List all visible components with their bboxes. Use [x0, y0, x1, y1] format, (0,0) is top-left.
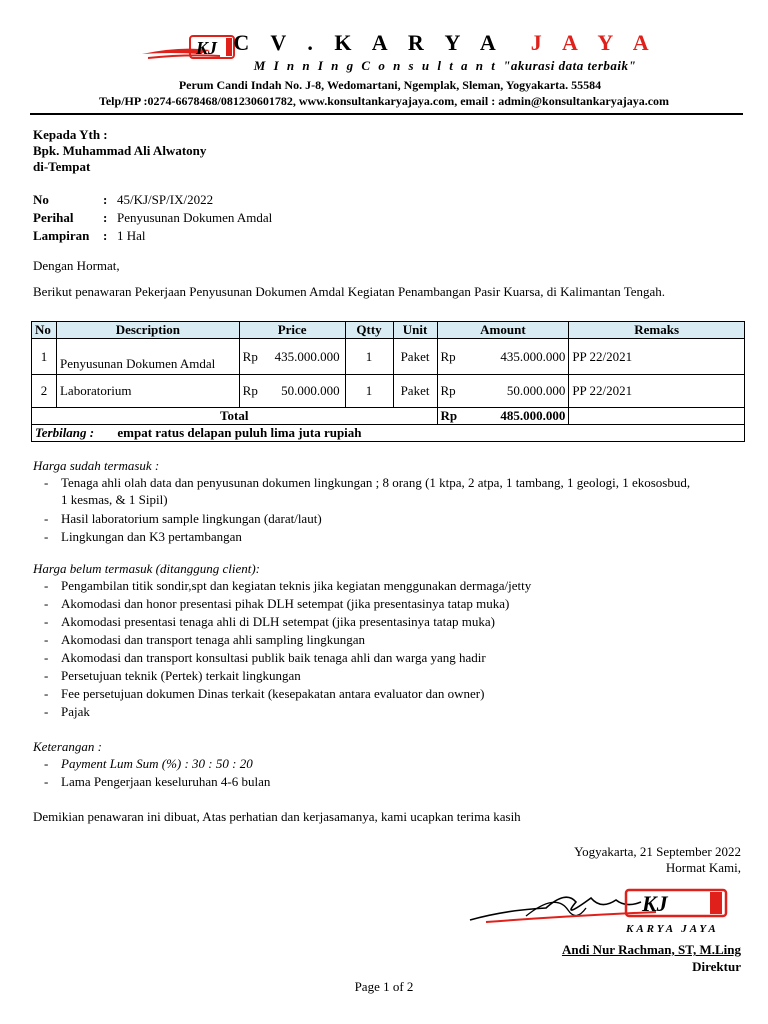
list-item: - Persetujuan teknik (Pertek) terkait lingkungan [44, 668, 301, 683]
table-row [32, 375, 745, 408]
tagline-quote: "akurasi data terbaik" [503, 58, 637, 73]
cell-qtty: 1 [345, 339, 393, 375]
amount-value: 435.000.000 [500, 348, 566, 364]
list-item: - Akomodasi presentasi tenaga ahli di DLH setempat (jika presentasinya tatap muka) [44, 614, 495, 629]
signature-caption: KARYA JAYA [626, 923, 719, 935]
perihal-value: Penyusunan Dokumen Amdal [117, 210, 273, 225]
notes-title: Keterangan : [33, 739, 102, 754]
table-terbilang-row [32, 425, 745, 442]
company-tagline [200, 58, 690, 74]
terbilang-cell [32, 425, 745, 442]
list-item: - Hasil laboratorium sample lingkungan (darat/laut) [44, 511, 322, 526]
col-header-qtty: Qtty [345, 322, 393, 339]
col-header-description: Description [56, 322, 239, 339]
table-header-row [32, 322, 745, 339]
total-value: 485.000.000 [500, 408, 566, 423]
cell-amount [437, 375, 569, 408]
list-item: - Fee persetujuan dokumen Dinas terkait (kesepakatan antara evaluator dan owner) [44, 686, 485, 701]
total-remarks-empty [569, 408, 745, 425]
cell-unit: Paket [393, 375, 437, 408]
signer-title: Direktur [692, 959, 741, 974]
amount-currency: Rp [440, 348, 456, 364]
price-value: 50.000.000 [281, 383, 340, 398]
cell-remarks: PP 22/2021 [569, 375, 745, 408]
list-item: - Lingkungan dan K3 pertambangan [44, 529, 242, 544]
offer-table [31, 321, 745, 442]
logo-text: KJ [196, 38, 218, 58]
terbilang-label: Terbilang : [35, 425, 95, 440]
signer-name: Andi Nur Rachman, ST, M.Ling [561, 942, 741, 957]
cell-no: 2 [32, 375, 57, 408]
place-date: Yogyakarta, 21 September 2022 [574, 844, 741, 859]
price-currency: Rp [242, 383, 258, 398]
cell-remarks: PP 22/2021 [569, 339, 745, 375]
total-currency: Rp [440, 408, 458, 423]
company-name-suffix: J A Y A [530, 30, 657, 55]
col-header-price: Price [239, 322, 345, 339]
company-address: Perum Candi Indah No. J-8, Wedomartani, Ngemplak, Sleman, Yogyakarta. 55584 [178, 78, 602, 92]
lampiran-colon: : [103, 228, 108, 243]
list-item: - Payment Lum Sum (%) : 30 : 50 : 20 [44, 756, 253, 771]
col-header-unit: Unit [393, 322, 437, 339]
list-item: - Akomodasi dan transport konsultasi publik baik tenaga ahli dan warga yang hadir [44, 650, 486, 665]
cell-qtty: 1 [345, 375, 393, 408]
col-header-remaks: Remaks [569, 322, 745, 339]
closing-paragraph: Demikian penawaran ini dibuat, Atas perhatian dan kerjasamanya, kami ucapkan terima kasih [33, 809, 521, 824]
included-title: Harga sudah termasuk : [33, 458, 160, 473]
amount-value: 50.000.000 [506, 383, 566, 398]
table-row [32, 339, 745, 375]
total-label: Total [32, 408, 438, 425]
total-amount [437, 408, 569, 425]
regards: Hormat Kami, [665, 860, 741, 875]
recipient-name: Bpk. Muhammad Ali Alwatony [33, 143, 207, 158]
no-colon: : [103, 192, 108, 207]
cell-description: Laboratorium [56, 375, 239, 408]
no-label: No [33, 192, 49, 207]
terbilang-value: empat ratus delapan puluh lima juta rupiah [117, 425, 362, 440]
header-divider [30, 113, 743, 115]
list-item: - Pengambilan titik sondir,spt dan kegiatan teknis jika kegiatan menggunakan dermaga/jetty [44, 578, 532, 593]
cell-amount [437, 339, 569, 375]
signature-logo-text: KJ [642, 891, 668, 916]
list-item: - Tenaga ahli olah data dan penyusunan dokumen lingkungan ; 8 orang (1 ktpa, 2 atpa, 1 tambang, 1 geologi, 1 ekososbud, [44, 475, 691, 490]
intro-paragraph: Berikut penawaran Pekerjaan Penyusunan Dokumen Amdal Kegiatan Penambangan Pasir Kuarsa, di Kalimantan Tengah. [33, 284, 666, 299]
page-number: Page 1 of 2 [354, 979, 414, 994]
table-total-row [32, 408, 745, 425]
cell-unit: Paket [393, 339, 437, 375]
lampiran-value: 1 Hal [117, 228, 146, 243]
col-header-no: No [32, 322, 57, 339]
col-header-amount: Amount [437, 322, 569, 339]
excluded-title: Harga belum termasuk (ditanggung client): [33, 561, 260, 576]
cell-price [239, 375, 345, 408]
greeting: Dengan Hormat, [33, 258, 120, 273]
company-name-prefix: C V . K A R Y A [233, 30, 504, 55]
cell-price [239, 339, 345, 375]
cell-no: 1 [32, 339, 57, 375]
list-item: - Akomodasi dan transport tenaga ahli sampling lingkungan [44, 632, 365, 647]
amount-currency: Rp [440, 383, 456, 398]
price-currency: Rp [242, 348, 258, 364]
company-contact: Telp/HP :0274-6678468/081230601782, www.konsultankaryajaya.com, email : admin@konsultankaryajaya.com [98, 94, 670, 108]
recipient-place: di-Tempat [33, 159, 91, 174]
price-value: 435.000.000 [274, 348, 340, 364]
list-item: - Akomodasi dan honor presentasi pihak DLH setempat (jika presentasinya tatap muka) [44, 596, 510, 611]
tagline-main: M I n n I n g C o n s u l t a n t [253, 58, 498, 73]
perihal-label: Perihal [33, 210, 74, 225]
signature-stamp [466, 880, 742, 940]
list-item: - Pajak [44, 704, 90, 719]
perihal-colon: : [103, 210, 108, 225]
kepada-label: Kepada Yth : [33, 127, 108, 142]
list-item: - Lama Pengerjaan keseluruhan 4-6 bulan [44, 774, 271, 789]
no-value: 45/KJ/SP/IX/2022 [117, 192, 214, 207]
company-name [200, 30, 690, 56]
list-item-continuation: 1 kesmas, & 1 Sipil) [61, 492, 168, 507]
cell-description: Penyusunan Dokumen Amdal [56, 339, 239, 375]
lampiran-label: Lampiran [33, 228, 90, 243]
